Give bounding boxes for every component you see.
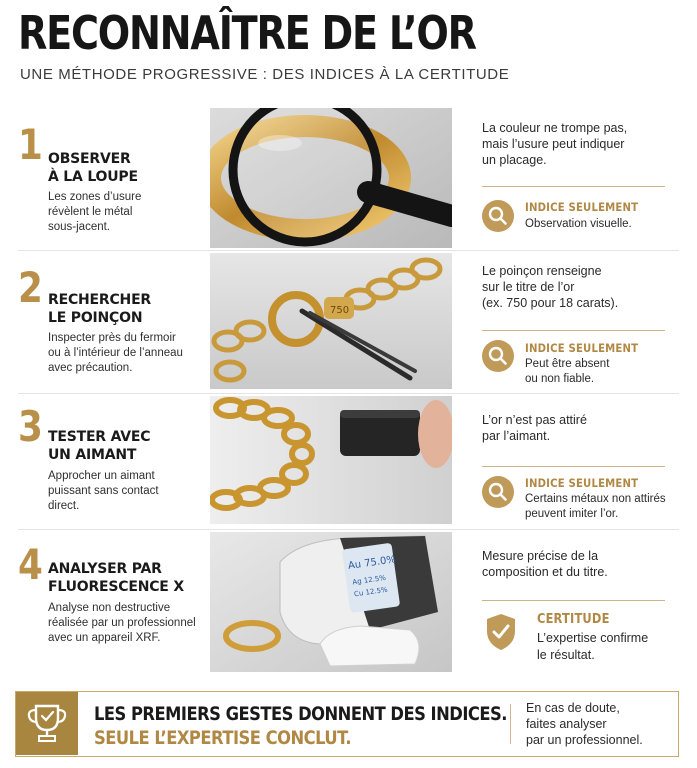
step-number: 3 xyxy=(18,402,43,451)
shield-check-icon xyxy=(484,612,518,652)
chain-magnet-photo xyxy=(210,396,452,524)
step-description: Approcher un aimant puissant sans contact direct. xyxy=(48,470,159,512)
divider xyxy=(482,466,665,467)
trophy-icon xyxy=(16,692,78,755)
divider xyxy=(482,186,665,187)
step-info-text: Mesure précise de la composition et du titre. xyxy=(482,549,608,579)
xrf-readout-ag: Ag 12.5% xyxy=(351,573,387,587)
step-description: Analyse non destructive réalisée par un professionnel avec un appareil XRF. xyxy=(48,602,196,644)
stamp-label: 750 xyxy=(330,305,350,316)
status-badge: INDICE SEULEMENT xyxy=(525,200,639,214)
step-info-text: L’or n’est pas attiré par l’aimant. xyxy=(482,413,587,443)
badge-description: Observation visuelle. xyxy=(525,218,632,230)
step-title: ANALYSER PAR FLUORESCENCE X xyxy=(48,561,184,595)
badge-description: L’expertise confirme le résultat. xyxy=(537,631,649,662)
badge-description: Peut être absent ou non fiable. xyxy=(525,358,610,385)
xrf-readout-au: Au 75.0% xyxy=(347,554,397,572)
footer-note: En cas de doute, faites analyser par un professionnel. xyxy=(526,701,643,747)
step-number: 2 xyxy=(18,263,43,312)
step-title: RECHERCHER LE POINÇON xyxy=(48,292,152,326)
page-title: RECONNAÎTRE DE L’OR xyxy=(18,6,476,60)
magnifying-glass-ring-photo xyxy=(210,108,452,248)
divider xyxy=(18,250,679,251)
step-description: Les zones d’usure révèlent le métal sous-jacent. xyxy=(48,191,142,233)
step-description: Inspecter près du fermoir ou à l’intérieur de l’anneau avec précaution. xyxy=(48,332,183,374)
magnifier-icon xyxy=(482,476,514,508)
chain-clasp-tweezers-photo xyxy=(210,253,452,389)
divider xyxy=(510,704,511,744)
divider xyxy=(482,600,665,601)
divider xyxy=(18,529,679,530)
xrf-analyzer-photo xyxy=(210,532,452,672)
badge-description: Certains métaux non attirés peuvent imiter l’or. xyxy=(525,493,666,520)
footer-conclusion: SEULE L’EXPERTISE CONCLUT. xyxy=(94,727,352,749)
footer-headline: LES PREMIERS GESTES DONNENT DES INDICES. xyxy=(94,703,507,725)
xrf-readout-cu: Cu 12.5% xyxy=(353,585,389,599)
magnifier-icon xyxy=(482,340,514,372)
magnifier-icon xyxy=(482,200,514,232)
status-badge: INDICE SEULEMENT xyxy=(525,476,639,490)
page-subtitle: UNE MÉTHODE PROGRESSIVE : DES INDICES À LA CERTITUDE xyxy=(20,66,510,83)
status-badge: CERTITUDE xyxy=(537,612,610,627)
step-title: OBSERVER À LA LOUPE xyxy=(48,151,138,185)
step-number: 1 xyxy=(18,120,43,169)
step-title: TESTER AVEC UN AIMANT xyxy=(48,429,151,463)
divider xyxy=(18,393,679,394)
step-info-text: La couleur ne trompe pas, mais l’usure peut indiquer un placage. xyxy=(482,121,628,167)
status-badge: INDICE SEULEMENT xyxy=(525,341,639,355)
step-number: 4 xyxy=(18,540,43,589)
divider xyxy=(482,330,665,331)
footer-banner xyxy=(15,691,679,757)
step-info-text: Le poinçon renseigne sur le titre de l’or (ex. 750 pour 18 carats). xyxy=(482,264,619,310)
